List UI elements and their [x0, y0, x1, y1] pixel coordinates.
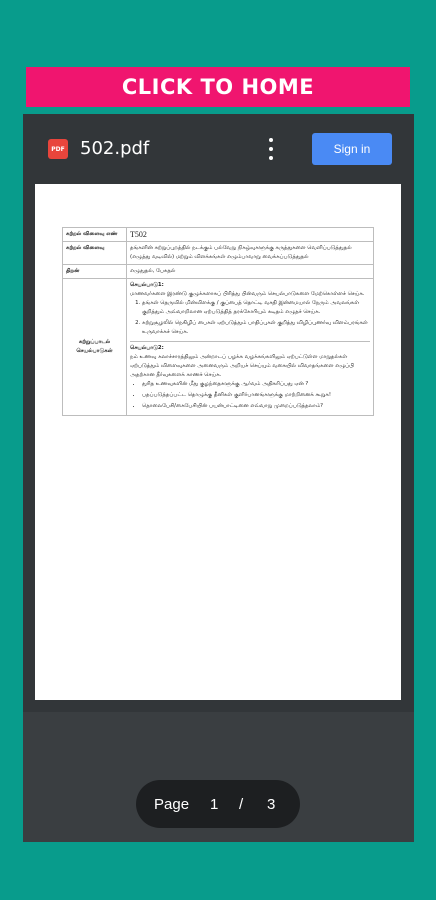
file-name: 502.pdf: [80, 138, 150, 159]
page-scroll-area[interactable]: [23, 182, 414, 842]
row-value: எழுதுதல், பேசுதல்: [127, 265, 374, 279]
activity-2-list: [142, 380, 370, 411]
page-indicator: [136, 780, 300, 828]
list-item: • துரித உணவுகளின் மீது குழந்தைகளுக்கு ஆர்வம் அதிகரிப்பது ஏன் ?: [142, 380, 370, 389]
viewer-toolbar: [23, 114, 414, 182]
table-row: [63, 279, 374, 416]
pdf-viewer: [23, 114, 414, 842]
pdf-page: [35, 184, 401, 700]
activity-1-list: [142, 299, 370, 337]
row-label: கற்றல் விளைவு: [63, 242, 127, 265]
table-row: [63, 242, 374, 265]
table-row: [63, 228, 374, 242]
list-item: 2. சுற்றுசூழலில் நெகிழிப் பைகள் ஏற்படுத்தும் பாதிப்புகள் குறித்து விழிப்புணர்வு விளம்பரங்கள் உருவாக்கச் செய்க.: [142, 319, 370, 337]
activity-2: [130, 344, 370, 411]
list-item: 1. தங்கள் தெருவில் மின்விளக்கு / குப்பைத் தொட்டி வசதி இன்மையால் நேரும் அவலங்கள் குறித்தும் அவ்வாறிலான ஏற்படுத்தித் தரக்கோரியும் கடிதம் எழுதச் செய்க.: [142, 299, 370, 317]
page-label: Page: [154, 795, 190, 813]
row-label: திறன்: [63, 265, 127, 279]
row-label: கற்றல் விளைவு எண்: [63, 228, 127, 242]
list-item: • தொலைபேசி/கைபேசியின் பயன்பாட்டினை எவ்வாறு முறைப்படுத்தலாம்?: [142, 402, 370, 411]
more-vert-icon[interactable]: [264, 138, 278, 160]
click-to-home-button[interactable]: CLICK TO HOME: [26, 67, 410, 107]
activity-1-title: செயல்பாடு1:: [130, 282, 164, 288]
list-item: • பதப்படுத்தப்பட்ட தொழுக்கு தீனிகள் குளிர்பானங்களுக்கு மாற்றினைக் கூறுக!: [142, 391, 370, 400]
sign-in-button[interactable]: Sign in: [312, 133, 392, 165]
table-row: [63, 265, 374, 279]
pdf-file-icon: PDF: [48, 139, 68, 159]
activities-label: கற்றுப்பாடல் செயல்பாடுகள்: [63, 279, 127, 416]
row-value: T502: [127, 228, 374, 242]
current-page: 1: [210, 795, 219, 813]
activity-2-intro: நம் உணவு கலாச்சாரத்திலும் அன்றாடப் பழக்க வழக்கங்களிலும் ஏற்பட்டுள்ள மாறுதல்கள் ஏற்படுத்தும் விளைவுகளை அனைவரும் அறியச் செய்யும் வகையில் விவாதங்களை எழுப்பி அதற்கான தீர்வுகளைக் காணச் செய்க.: [130, 354, 355, 378]
row-value: தங்களின் சுற்றுப்புறத்தில் நடக்கும் பல்வேறு நிகழ்வுகளுக்கு கருத்துகளை வெளிப்படுத்துதல் (எழுத்து வடிவில்) மற்றும் விளக்கங்கள் எழும்பாவாறு வைக்கப்படுத்துதல்: [127, 242, 374, 265]
activity-1: [130, 281, 370, 342]
page-separator: /: [239, 795, 244, 813]
activities-cell: [127, 279, 374, 416]
activity-1-intro: மாணவர்களை இரண்டு குழுக்களாகப் பிரித்து பின்வரும் செயல்பாடுகளை மேற்கொள்ளச் செய்க.: [130, 291, 365, 297]
activity-2-title: செயல்பாடு2:: [130, 345, 164, 351]
total-pages: 3: [267, 795, 276, 813]
lesson-table: [62, 227, 374, 416]
